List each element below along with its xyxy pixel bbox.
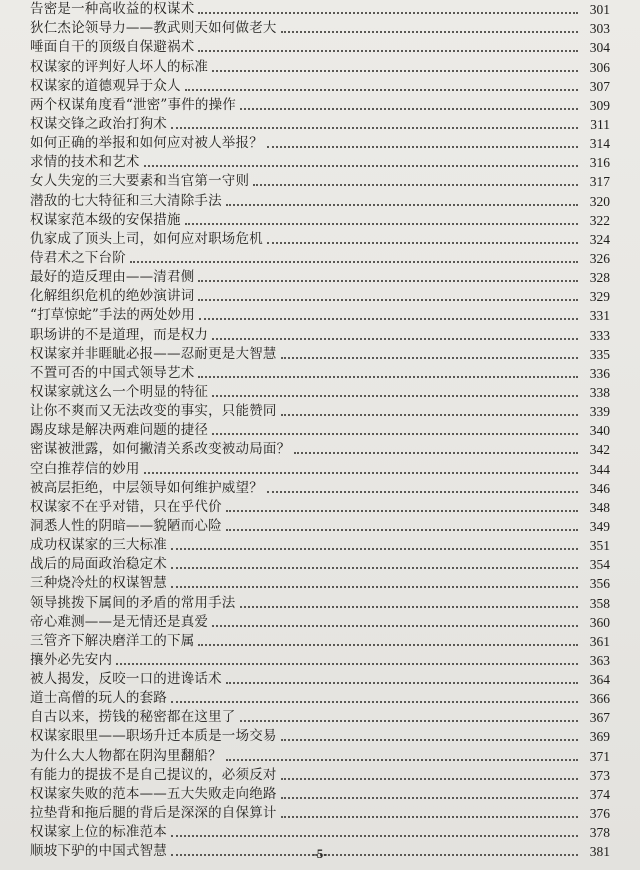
toc-entry-page-number: 369 — [589, 729, 610, 745]
toc-entry-page-number: 338 — [589, 384, 610, 400]
toc-entry-title: 潜敌的七大特征和三大清除手法 — [30, 192, 222, 209]
toc-entry-title: 两个权谋角度看“泄密”事件的操作 — [30, 96, 237, 113]
toc-entry — [30, 574, 610, 593]
dot-leader — [253, 184, 578, 186]
toc-entry-title: 被人揭发，反咬一口的进谗话术 — [30, 671, 222, 688]
page-number: -5- — [312, 846, 328, 861]
toc-entry-title: 侍君术之下台阶 — [30, 249, 126, 266]
dot-leader — [185, 223, 578, 225]
dot-leader — [226, 682, 578, 684]
toc-entry-title: 拉垫背和拖后腿的背后是深深的自保算计 — [30, 805, 277, 822]
toc-entry — [30, 134, 610, 153]
toc-entry-title: 仇家成了顶头上司，如何应对职场危机 — [30, 230, 263, 247]
toc-entry-title: 道士高僧的玩人的套路 — [30, 690, 167, 707]
toc-entry-page-number: 333 — [589, 327, 610, 343]
toc-entry-title: 权谋家并非睚眦必报——忍耐更是大智慧 — [30, 345, 277, 362]
toc-entry-page-number: 356 — [589, 576, 610, 592]
toc-entry-page-number: 326 — [589, 250, 610, 266]
toc-entry — [30, 211, 610, 230]
toc-entry — [30, 766, 610, 785]
toc-entry — [30, 670, 610, 689]
toc-entry-title: 不置可否的中国式领导艺术 — [30, 364, 195, 381]
toc-entry-page-number: 340 — [589, 423, 610, 439]
toc-entry-page-number: 328 — [589, 270, 610, 286]
toc-entry — [30, 498, 610, 517]
toc-entry — [30, 77, 610, 96]
toc-entry — [30, 0, 610, 19]
toc-entry-page-number: 364 — [589, 672, 610, 688]
toc-entry — [30, 746, 610, 765]
dot-leader — [281, 816, 578, 818]
toc-entry-page-number: 311 — [590, 116, 610, 132]
dot-leader — [171, 567, 578, 569]
toc-entry-title: 密谋被泄露，如何撇清关系改变被动局面？ — [30, 441, 291, 458]
toc-entry-title: 权谋家眼里——职场升迁本质是一场交易 — [30, 728, 277, 745]
dot-leader — [267, 491, 578, 493]
dot-leader — [198, 376, 578, 378]
toc-entry — [30, 785, 610, 804]
dot-leader — [281, 31, 578, 33]
toc-entry — [30, 306, 610, 325]
toc-entry — [30, 536, 610, 555]
toc-entry — [30, 459, 610, 478]
toc-entry — [30, 517, 610, 536]
toc-entry-title: 求情的技术和艺术 — [30, 154, 140, 171]
toc-entry-title: 踢皮球是解决两难问题的捷径 — [30, 422, 209, 439]
toc-entry-page-number: 314 — [589, 136, 610, 152]
toc-entry — [30, 230, 610, 249]
dot-leader — [281, 739, 578, 741]
dot-leader — [226, 510, 578, 512]
dot-leader — [171, 701, 578, 703]
toc-entry — [30, 325, 610, 344]
toc-entry — [30, 345, 610, 364]
toc-entry-page-number: 376 — [589, 806, 610, 822]
toc-entry-title: 攘外必先安内 — [30, 651, 113, 668]
dot-leader — [144, 165, 578, 167]
toc-entry — [30, 727, 610, 746]
toc-entry-title: 为什么大人物都在阴沟里翻船？ — [30, 747, 222, 764]
toc-entry-page-number: 309 — [589, 97, 610, 113]
toc-entry-page-number: 363 — [589, 652, 610, 668]
dot-leader — [198, 644, 578, 646]
toc-entry — [30, 804, 610, 823]
toc-entry-page-number: 336 — [589, 365, 610, 381]
toc-entry — [30, 191, 610, 210]
toc-entry — [30, 708, 610, 727]
toc-entry-title: 唾面自干的顶级自保避祸术 — [30, 39, 195, 56]
dot-leader — [212, 70, 578, 72]
toc-entry-title: 有能力的提拔不是自己提议的，必须反对 — [30, 766, 277, 783]
toc-entry-title: 告密是一种高收益的权谋术 — [30, 1, 195, 18]
toc-entry — [30, 651, 610, 670]
toc-entry-title: 被高层拒绝，中层领导如何维护威望？ — [30, 479, 263, 496]
toc-entry-page-number: 316 — [589, 155, 610, 171]
toc-entry-page-number: 348 — [589, 499, 610, 515]
toc-entry-page-number: 361 — [589, 633, 610, 649]
toc-entry-page-number: 303 — [589, 21, 610, 37]
dot-leader — [281, 414, 578, 416]
toc-entry-page-number: 344 — [589, 461, 610, 477]
dot-leader — [171, 127, 578, 129]
toc-entry-title: 让你不爽而又无法改变的事实，只能赞同 — [30, 403, 277, 420]
toc-entry — [30, 153, 610, 172]
dot-leader — [267, 242, 578, 244]
toc-entry — [30, 364, 610, 383]
toc-entry-title: 权谋家失败的范本——五大失败走向绝路 — [30, 785, 277, 802]
toc-entry-title: 自古以来，捞钱的秘密都在这里了 — [30, 709, 236, 726]
dot-leader — [198, 280, 578, 282]
dot-leader — [281, 797, 578, 799]
toc-entry — [30, 19, 610, 38]
dot-leader — [116, 663, 578, 665]
dot-leader — [281, 778, 578, 780]
toc-entry-page-number: 304 — [589, 40, 610, 56]
dot-leader — [281, 357, 578, 359]
toc-entry-title: 权谋家就这么一个明显的特征 — [30, 383, 209, 400]
toc-entry-title: 权谋家上位的标准范本 — [30, 824, 167, 841]
toc-entry-page-number: 335 — [589, 346, 610, 362]
toc-entry-page-number: 374 — [589, 786, 610, 802]
dot-leader — [198, 50, 578, 52]
toc-entry-page-number: 324 — [589, 231, 610, 247]
toc-entry-title: 权谋家不在乎对错，只在乎代价 — [30, 498, 222, 515]
toc-entry — [30, 632, 610, 651]
toc-entry-title: 最好的造反理由——清君侧 — [30, 269, 195, 286]
toc-entry-title: 权谋家的道德观异于众人 — [30, 77, 181, 94]
toc-entry-page-number: 371 — [589, 748, 610, 764]
toc-entry — [30, 689, 610, 708]
dot-leader — [226, 204, 578, 206]
toc-entry-title: 空白推荐信的妙用 — [30, 460, 140, 477]
toc-entry — [30, 823, 610, 842]
toc-entry-page-number: 366 — [589, 691, 610, 707]
toc-entry-page-number: 378 — [589, 825, 610, 841]
toc-entry — [30, 440, 610, 459]
dot-leader — [240, 108, 578, 110]
dot-leader — [212, 338, 578, 340]
toc-entry-title: 权谋家的评判好人坏人的标准 — [30, 58, 209, 75]
toc-entry — [30, 172, 610, 191]
toc-entry — [30, 287, 610, 306]
dot-leader — [294, 452, 578, 454]
dot-leader — [144, 472, 578, 474]
toc-entry-title: 如何正确的举报和如何应对被人举报？ — [30, 135, 263, 152]
dot-leader — [240, 720, 579, 722]
dot-leader — [171, 548, 578, 550]
toc-entry-title: 战后的局面政治稳定术 — [30, 556, 167, 573]
toc-entry-page-number: 351 — [589, 538, 610, 554]
toc-entry-page-number: 317 — [589, 174, 610, 190]
toc-entry-title: 权谋交锋之政治打狗术 — [30, 115, 167, 132]
toc-entry-page-number: 346 — [589, 480, 610, 496]
toc-entry — [30, 402, 610, 421]
toc-entry — [30, 593, 610, 612]
dot-leader — [130, 261, 578, 263]
toc-entry-page-number: 339 — [589, 404, 610, 420]
toc-entry-title: 狄仁杰论领导力——教武则天如何做老大 — [30, 20, 277, 37]
toc-entry — [30, 421, 610, 440]
toc-entry-page-number: 307 — [589, 78, 610, 94]
toc-entry-title: 女人失宠的三大要素和当官第一守则 — [30, 173, 250, 190]
dot-leader — [212, 433, 578, 435]
toc-entry-title: 三种烧冷灶的权谋智慧 — [30, 575, 167, 592]
dot-leader — [212, 625, 578, 627]
toc-entry-page-number: 331 — [589, 308, 610, 324]
dot-leader — [212, 395, 578, 397]
toc-entry-title: 化解组织危机的绝妙演讲词 — [30, 288, 195, 305]
toc-entry — [30, 96, 610, 115]
toc-entry-title: 成功权谋家的三大标准 — [30, 537, 167, 554]
dot-leader — [185, 89, 578, 91]
toc-entry-page-number: 373 — [589, 767, 610, 783]
toc-entry-page-number: 354 — [589, 557, 610, 573]
toc-entry — [30, 115, 610, 134]
toc-entry — [30, 38, 610, 57]
toc-entry-title: 顺坡下驴的中国式智慧 — [30, 843, 167, 860]
toc-entry-page-number: 358 — [589, 595, 610, 611]
toc-entry — [30, 479, 610, 498]
toc-entry-title: 职场讲的不是道理，而是权力 — [30, 326, 209, 343]
dot-leader — [267, 146, 578, 148]
toc-entry-title: 领导挑拨下属间的矛盾的常用手法 — [30, 594, 236, 611]
toc-entry-title: “打草惊蛇”手法的两处妙用 — [30, 307, 195, 324]
dot-leader — [240, 606, 579, 608]
dot-leader — [199, 318, 578, 320]
toc-entry — [30, 383, 610, 402]
dot-leader — [171, 835, 578, 837]
toc-entry-page-number: 367 — [589, 710, 610, 726]
toc-entry-title: 帝心难测——是无情还是真爱 — [30, 613, 209, 630]
toc-entry — [30, 249, 610, 268]
toc-entry-page-number: 349 — [589, 518, 610, 534]
toc-entry-title: 洞悉人性的阴暗——貌陋而心险 — [30, 517, 222, 534]
toc-entry-page-number: 329 — [589, 289, 610, 305]
toc-entry-title: 权谋家范本级的安保措施 — [30, 211, 181, 228]
toc-entry-page-number: 320 — [589, 193, 610, 209]
toc-entry — [30, 613, 610, 632]
toc-entry-page-number: 306 — [589, 59, 610, 75]
toc-entry-page-number: 381 — [589, 844, 610, 860]
table-of-contents — [30, 0, 610, 861]
toc-entry-title: 三管齐下解决磨洋工的下属 — [30, 632, 195, 649]
toc-entry — [30, 555, 610, 574]
toc-entry-page-number: 322 — [589, 212, 610, 228]
dot-leader — [171, 586, 578, 588]
dot-leader — [198, 299, 578, 301]
toc-entry-page-number: 301 — [589, 2, 610, 18]
dot-leader — [198, 12, 578, 14]
toc-entry — [30, 57, 610, 76]
toc-entry — [30, 268, 610, 287]
dot-leader — [226, 529, 578, 531]
toc-entry-page-number: 342 — [589, 442, 610, 458]
dot-leader — [226, 759, 578, 761]
toc-entry-page-number: 360 — [589, 614, 610, 630]
